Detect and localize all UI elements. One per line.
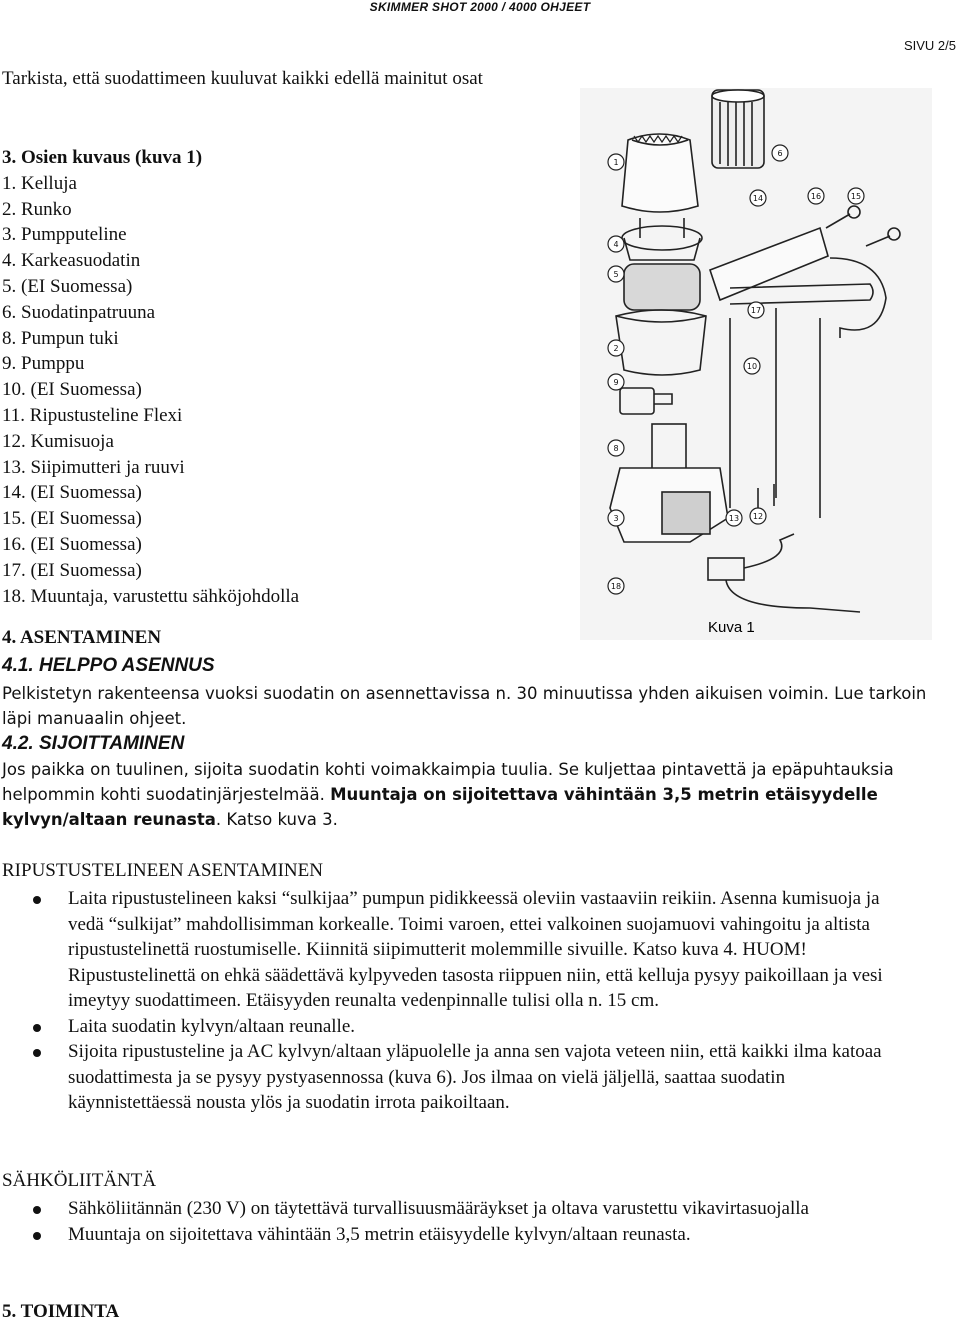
svg-text:3: 3	[613, 514, 619, 523]
page-number: SIVU 2/5	[903, 38, 956, 53]
svg-text:8: 8	[613, 444, 619, 453]
section-4-1-heading: 4.1. HELPPO ASENNUS	[2, 655, 215, 676]
section-5-heading: 5. TOIMINTA	[2, 1301, 120, 1322]
parts-heading: 3. Osien kuvaus (kuva 1)	[2, 147, 203, 168]
list-item-text: Sähköliitännän (230 V) on täytettävä turvallisuusmääräykset ja oltava varustettu vikavirtasuojalla	[68, 1198, 809, 1219]
part-item: 4. Karkeasuodatin	[2, 250, 141, 272]
svg-text:18: 18	[610, 582, 622, 591]
section-4-2-heading: 4.2. SIJOITTAMINEN	[2, 733, 185, 754]
ripustus-bullet-list	[0, 886, 900, 1116]
part-item: 1. Kelluja	[2, 172, 77, 194]
part-item: 17. (EI Suomessa)	[2, 559, 142, 581]
list-item-text: Sijoita ripustusteline ja AC kylvyn/altaan yläpuolelle ja anna sen vajota veteen niin, että kaikki ilma katoaa suodattimesta ja se pysyy pystyasennossa (kuva 6). Jos ilmaa on vielä jäljellä, saattaa suodatin käynnistettäessä nousta ylös ja suodatin irrota paikoiltaan.	[68, 1041, 882, 1113]
part-item: 2. Runko	[2, 198, 72, 220]
svg-text:10: 10	[746, 362, 758, 371]
list-item	[0, 1222, 900, 1248]
part-item: 14. (EI Suomessa)	[2, 482, 142, 504]
section-4-2-text-bold: Muuntaja on sijoitettava vähintään 3,5 metrin etäisyydelle kylvyn/altaan reunasta	[2, 785, 878, 829]
svg-text:2: 2	[613, 344, 619, 353]
part-item: 3. Pumpputeline	[2, 224, 127, 246]
svg-text:9: 9	[613, 378, 619, 387]
part-item: 9. Pumppu	[2, 353, 85, 375]
ripustus-heading: RIPUSTUSTELINEEN ASENTAMINEN	[2, 860, 323, 881]
list-item	[0, 1014, 900, 1040]
intro-text: Tarkista, että suodattimeen kuuluvat kaikki edellä mainitut osat	[2, 68, 483, 89]
svg-text:15: 15	[850, 192, 862, 201]
list-item-text: Muuntaja on sijoitettava vähintään 3,5 metrin etäisyydelle kylvyn/altaan reunasta.	[68, 1223, 691, 1245]
bullet-icon	[33, 896, 41, 904]
part-item: 6. Suodatinpatruuna	[2, 301, 156, 323]
svg-text:12: 12	[752, 512, 764, 521]
bullet-icon	[33, 1024, 41, 1032]
sahkoliitanta-heading: SÄHKÖLIITÄNTÄ	[2, 1170, 157, 1191]
bullet-icon	[33, 1049, 41, 1057]
svg-text:1: 1	[613, 158, 619, 167]
svg-text:14: 14	[752, 194, 764, 203]
list-item	[0, 1196, 900, 1222]
svg-text:17: 17	[750, 306, 762, 315]
sahko-bullet-list	[0, 1196, 900, 1247]
part-item: 10. (EI Suomessa)	[2, 379, 142, 401]
part-item: 5. (EI Suomessa)	[2, 275, 133, 297]
figure-caption: Kuva 1	[708, 619, 755, 636]
svg-text:5: 5	[613, 270, 619, 279]
section-4-heading: 4. ASENTAMINEN	[2, 627, 162, 648]
section-4-1-text: Pelkistetyn rakenteensa vuoksi suodatin on asennettavissa n. 30 minuutissa yhden aikuisen voimin. Lue tarkoin läpi manuaalin ohjeet.	[2, 684, 927, 728]
svg-text:6: 6	[777, 149, 783, 158]
part-item: 12. Kumisuoja	[2, 430, 114, 452]
part-item: 16. (EI Suomessa)	[2, 533, 142, 555]
bullet-icon	[33, 1232, 41, 1240]
exploded-diagram	[580, 88, 932, 640]
section-4-2-text-a: Jos paikka on tuulinen, sijoita suodatin kohti voimakkaimpia tuulia. Se kuljettaa pintavettä ja epäpuhtauksia helpommin kohti suodatinjärjestelmää.	[2, 760, 894, 804]
part-item: 11. Ripustusteline Flexi	[2, 404, 183, 426]
list-item-text: Laita suodatin kylvyn/altaan reunalle.	[68, 1015, 356, 1037]
svg-text:16: 16	[810, 192, 822, 201]
part-item: 15. (EI Suomessa)	[2, 508, 142, 530]
document-header-title: SKIMMER SHOT 2000 / 4000 OHJEET	[369, 0, 591, 14]
bullet-icon	[33, 1206, 41, 1214]
svg-text:4: 4	[613, 240, 619, 249]
section-4-2-text-b: . Katso kuva 3.	[215, 810, 338, 829]
part-item: 13. Siipimutteri ja ruuvi	[2, 456, 185, 478]
part-item: 8. Pumpun tuki	[2, 327, 119, 349]
section-4-2-text	[2, 757, 932, 832]
list-item	[0, 1039, 900, 1116]
exploded-diagram-figure	[580, 88, 932, 640]
list-item	[0, 886, 900, 1014]
list-item-text: Laita ripustustelineen kaksi “sulkijaa” pumpun pidikkeessä oleviin vastaaviin reikiin. Asenna kumisuoja ja vedä “sulkijat” mahdollisimman korkealle. Toimi varoen, ettei valkoinen suojamuovi vahingoitu ja altista ripustustelinettä ruostumiselle. Kiinnitä siipimutterit molemmille sivuille. Katso kuva 4. HUOM! Ripustustelinettä on ehkä säädettävä kylpyveden tasosta riippuen niin, että kelluja pysyy paikoillaan ja vesi imeytyy suodattimeen. Etäisyyden reunalta vedenpinnalle tulisi olla n. 15 cm.	[68, 888, 883, 1011]
part-item: 18. Muuntaja, varustettu sähköjohdolla	[2, 585, 300, 607]
svg-text:13: 13	[728, 514, 740, 523]
parts-list	[2, 145, 562, 609]
